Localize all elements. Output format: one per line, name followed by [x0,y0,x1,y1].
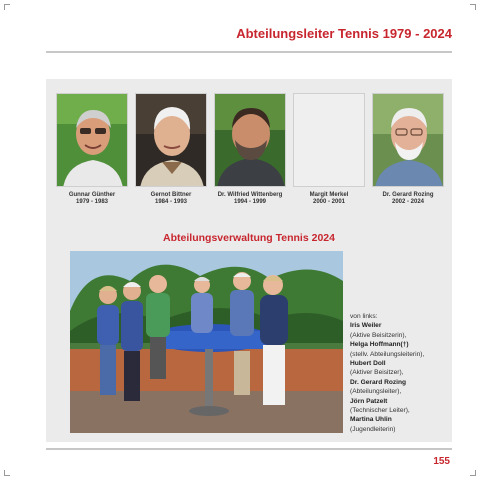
member-role: (Aktiver Beisitzer), [350,369,404,377]
caption-intro: von links: [350,313,378,320]
member-name: Helga Hoffmann(†) [350,341,409,349]
leader-years: 2000 - 2001 [312,199,346,205]
footer-rule [46,448,452,450]
leader-years: 1994 - 1999 [233,199,267,205]
member-role: (Abteilungsleiter), [350,388,402,396]
leader-photo-placeholder [293,93,365,187]
page-number: 155 [433,456,450,467]
crop-mark [470,4,476,10]
header-rule [46,51,452,53]
leader-name: Gunnar Günther [68,192,116,198]
member-name: Jörn Patzelt [350,397,388,405]
crop-mark [470,470,476,476]
leader-card [289,93,369,205]
leader-name: Dr. Wilfried Wittenberg [217,192,283,198]
leader-name: Dr. Gerard Rozing [382,192,434,198]
member-role: (Aktive Beisitzerin), [350,331,407,339]
leader-card [210,93,290,205]
leader-card [131,93,211,205]
content-panel [46,79,452,442]
member-name: Iris Weiler [350,322,382,330]
leader-photo [214,93,286,187]
leaders-row [52,93,448,213]
page-title: Abteilungsleiter Tennis 1979 - 2024 [236,26,452,41]
leader-name: Gernot Bittner [150,192,192,198]
member-name: Martina Uhlin [350,416,392,424]
crop-mark [4,4,10,10]
leader-years: 1979 - 1983 [75,199,109,205]
leader-card [52,93,132,205]
leader-years: 2002 - 2024 [391,199,425,205]
leader-photo [135,93,207,187]
group-photo-caption [350,312,450,434]
leader-card [368,93,448,205]
leader-name: Margit Merkel [309,192,349,198]
member-role: (stellv. Abteilungsleiterin), [350,350,425,358]
leader-photo [372,93,444,187]
group-photo [70,251,343,433]
member-role: (Jugendleiterin) [350,425,396,433]
member-role: (Technischer Leiter), [350,407,410,415]
crop-mark [4,470,10,476]
leader-photo [56,93,128,187]
leader-years: 1984 - 1993 [154,199,188,205]
section-title: Abteilungsverwaltung Tennis 2024 [163,232,335,244]
member-name: Hubert Doll [350,360,386,368]
member-name: Dr. Gerard Rozing [350,378,407,386]
